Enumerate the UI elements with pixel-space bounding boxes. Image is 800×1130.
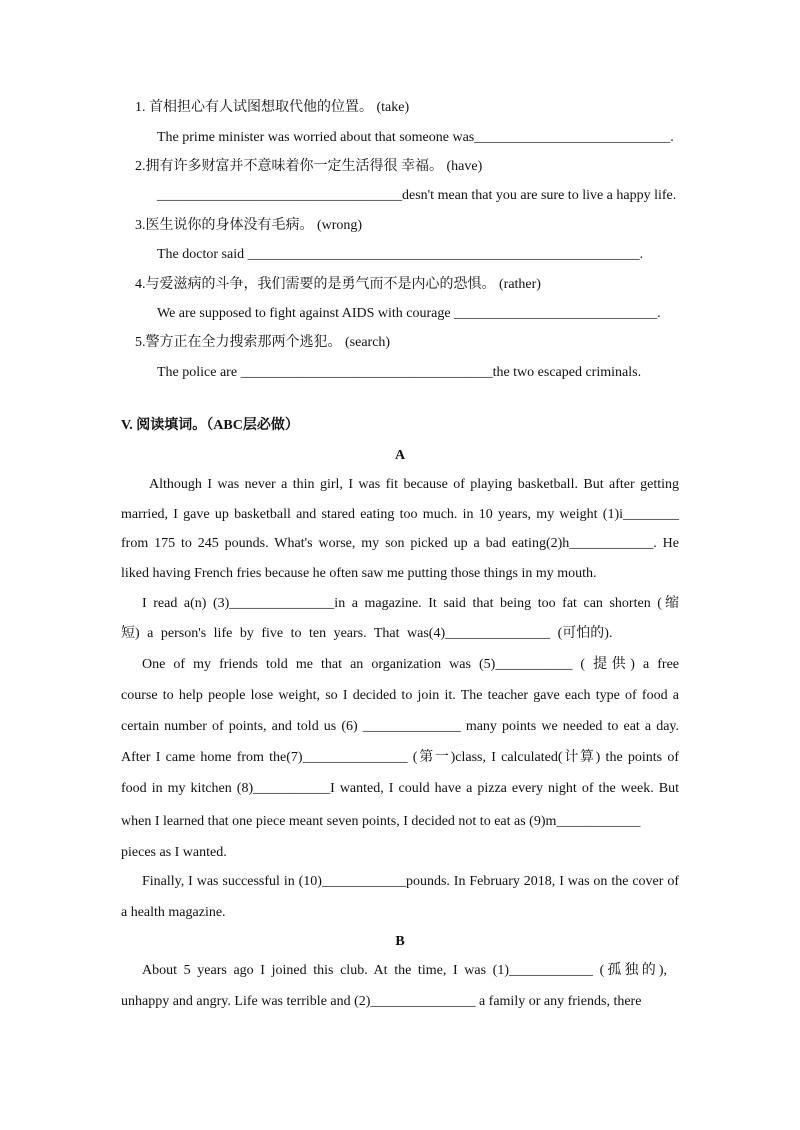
passage-b-title: B	[395, 934, 405, 949]
passage-a-title: A	[394, 448, 406, 463]
passage-a-line: 短) a person's life by five to ten years. That was(4)_______________ (可怕的).	[121, 626, 613, 641]
q5-prompt: 5.警方正在全力搜索那两个逃犯。 (search)	[135, 335, 391, 350]
passage-a-line: a health magazine.	[121, 905, 226, 920]
q1-prompt: 1. 首相担心有人试图想取代他的位置。 (take)	[135, 100, 410, 115]
q2-answer-line: ___________________________________desn't mean that you are sure to live a happy life.	[157, 188, 677, 203]
passage-a-line: Finally, I was successful in (10)____________pounds. In February 2018, I was on the cover of	[142, 874, 679, 889]
passage-a-line: One of my friends told me that an organization was (5)___________ ( 提供) a free	[142, 657, 679, 672]
passage-b-line: unhappy and angry. Life was terrible and (2)_______________ a family or any friends, there	[121, 994, 642, 1009]
q3-prompt: 3.医生说你的身体没有毛病。 (wrong)	[135, 218, 363, 233]
passage-a-line: food in my kitchen (8)___________I wanted, I could have a pizza every night of the week. But	[121, 781, 679, 796]
q3-answer-line: The doctor said ________________________________________________________.	[157, 247, 644, 262]
q4-answer-line: We are supposed to fight against AIDS with courage _____________________________.	[157, 306, 661, 321]
passage-b-line: About 5 years ago I joined this club. At the time, I was (1)____________ (孤独的),	[142, 963, 667, 978]
passage-a-line: pieces as I wanted.	[121, 845, 227, 860]
passage-a-line: certain number of points, and told us (6) ______________ many points we needed to eat a day.	[121, 719, 679, 734]
section-heading: V. 阅读填词。（ABC层必做）	[121, 418, 299, 433]
q1-answer-line: The prime minister was worried about that someone was____________________________.	[157, 130, 674, 145]
q4-prompt: 4.与爱滋病的斗争，我们需要的是勇气而不是内心的恐惧。 (rather)	[135, 277, 541, 292]
q2-prompt: 2.拥有许多财富并不意味着你一定生活得很 幸福。 (have)	[135, 159, 483, 174]
passage-a-line: liked having French fries because he often saw me putting those things in my mouth.	[121, 566, 597, 581]
passage-a-line: I read a(n) (3)_______________in a magazine. It said that being too fat can shorten (缩	[142, 596, 679, 611]
passage-a-line: Although I was never a thin girl, I was fit because of playing basketball. But after getting	[149, 477, 679, 492]
q5-answer-line: The police are ____________________________________the two escaped criminals.	[157, 365, 642, 380]
passage-a-line: course to help people lose weight, so I decided to join it. The teacher gave each type of food a	[121, 688, 679, 703]
passage-a-line: married, I gave up basketball and stared eating too much. in 10 years, my weight (1)i________	[121, 507, 679, 522]
passage-a-line: when I learned that one piece meant seven points, I decided not to eat as (9)m____________	[121, 814, 641, 829]
passage-a-line: After I came home from the(7)_______________ (第一)class, I calculated(计算) the points of	[121, 750, 679, 765]
passage-a-line: from 175 to 245 pounds. What's worse, my son picked up a bad eating(2)h____________. He	[121, 536, 679, 551]
